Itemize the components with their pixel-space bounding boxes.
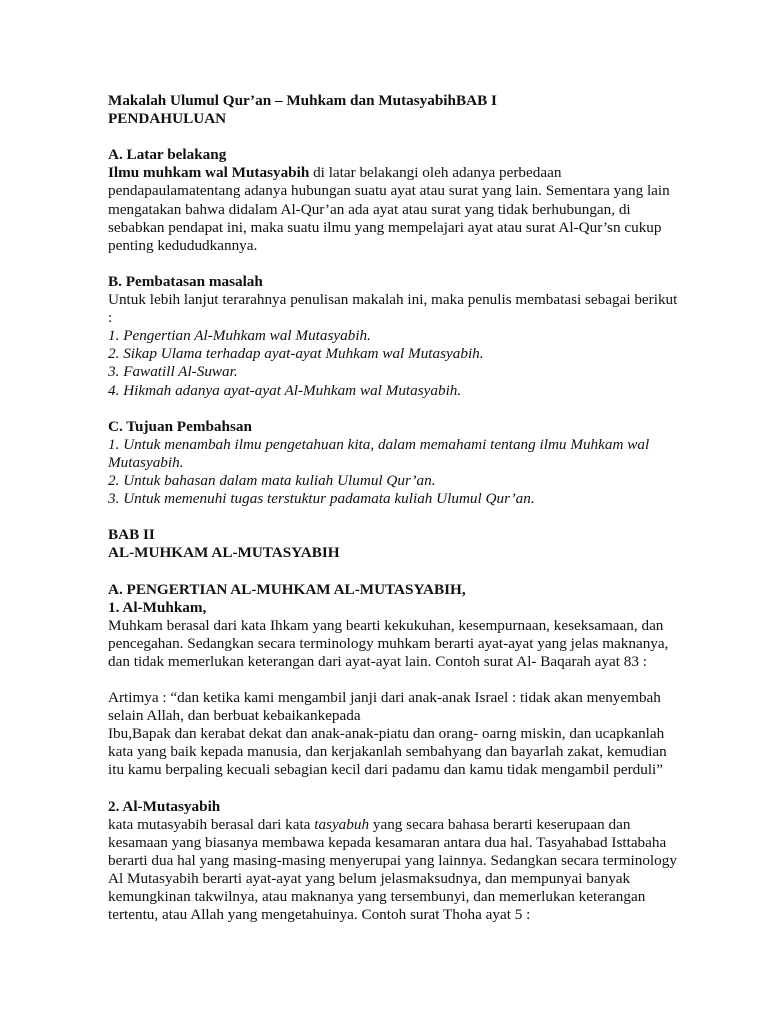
list-item: 4. Hikmah adanya ayat-ayat Al-Muhkam wal Mutasyabih. (108, 381, 462, 399)
section-heading: B. Pembatasan masalah (108, 272, 263, 290)
section-heading: A. Latar belakang (108, 146, 227, 164)
subsection-heading: 2. Al-Mutasyabih (108, 797, 221, 815)
list-item: 1. Pengertian Al-Muhkam wal Mutasyabih. (108, 327, 371, 345)
paragraph-text: yang secara bahasa berarti keserupaan dan (369, 815, 631, 833)
paragraph-line: penting kedududkannya. (108, 236, 258, 254)
paragraph-line: sebabkan pendapat ini, maka suatu ilmu yang mempelajari ayat atau surat Al-Qur’sn cukup (108, 218, 662, 236)
list-item: Mutasyabih. (108, 453, 184, 471)
paragraph-line: dan tidak memerlukan keterangan dari ayat-ayat lain. Contoh surat Al- Baqarah ayat 83 : (108, 652, 647, 670)
list-item: 2. Sikap Ulama terhadap ayat-ayat Muhkam wal Mutasyabih. (108, 345, 484, 363)
paragraph-text: di latar belakangi oleh adanya perbedaan (309, 164, 562, 182)
list-item: 2. Untuk bahasan dalam mata kuliah Ulumul Qur’an. (108, 471, 436, 489)
list-item: 1. Untuk menambah ilmu pengetahuan kita, dalam memahami tentang ilmu Muhkam wal (108, 435, 650, 453)
translation-line: Artimya : “dan ketika kami mengambil janji dari anak-anak Israel : tidak akan menyembah (108, 689, 661, 707)
bold-term: Ilmu muhkam wal Mutasyabih (108, 164, 310, 182)
paragraph-line: mengatakan bahwa didalam Al-Qur’an ada ayat atau surat yang tidak berhubungan, di (108, 200, 631, 218)
chapter-heading: BAB II (108, 526, 155, 544)
list-item: 3. Fawatill Al-Suwar. (108, 363, 238, 381)
section-heading: C. Tujuan Pembahsan (108, 417, 252, 435)
translation-line: Ibu,Bapak dan kerabat dekat dan anak-anak-piatu dan orang- oarng miskin, dan ucapkanlah (108, 725, 665, 743)
document-title: Makalah Ulumul Qur’an – Muhkam dan MutasyabihBAB I (108, 92, 497, 109)
document-body (108, 92, 688, 924)
paragraph-line: Muhkam berasal dari kata Ihkam yang bearti kekukuhan, kesempurnaan, keseksamaan, dan (108, 616, 664, 634)
paragraph-line: tertentu, atau Allah yang mengetahuinya. Contoh surat Thoha ayat 5 : (108, 906, 531, 924)
paragraph-text: kata mutasyabih berasal dari kata (108, 815, 315, 833)
paragraph-line (108, 816, 688, 834)
paragraph-line (108, 164, 688, 182)
paragraph-line: berarti dua hal yang masing-masing menyerupai yang lainnya. Sedangkan secara terminology (108, 851, 677, 869)
chapter-title: PENDAHULUAN (108, 110, 227, 128)
subsection-heading: 1. Al-Muhkam, (108, 598, 207, 616)
list-item: 3. Untuk memenuhi tugas terstuktur padamata kuliah Ulumul Qur’an. (108, 490, 535, 508)
paragraph-line: pencegahan. Sedangkan secara terminology muhkam berarti ayat-ayat yang jelas maknanya, (108, 634, 669, 652)
translation-line: itu kamu berpaling kecuali sebagian kecil dari padamu dan kamu tidak mengambil perduli” (108, 761, 664, 779)
chapter-title: AL-MUHKAM AL-MUTASYABIH (108, 544, 340, 562)
section-heading: A. PENGERTIAN AL-MUHKAM AL-MUTASYABIH, (108, 580, 466, 598)
paragraph-line: pendapaulamatentang adanya hubungan suatu ayat atau surat yang lain. Sementara yang lain (108, 182, 670, 200)
translation-line: selain Allah, dan berbuat kebaikankepada (108, 707, 361, 725)
translation-line: kata yang baik kepada manusia, dan kerjakanlah sembahyang dan bayarlah zakat, kemudian (108, 743, 667, 761)
paragraph-line: : (108, 309, 113, 327)
paragraph-line: Al Mutasyabih berarti ayat-ayat yang belum jelasmaksudnya, dan mempunyai banyak (108, 870, 631, 888)
paragraph-line: Untuk lebih lanjut terarahnya penulisan makalah ini, maka penulis membatasi sebagai berikut (108, 291, 678, 309)
paragraph-line: kesamaan yang biasanya membawa kepada kesamaran antara dua hal. Tasyahabad Isttabaha (108, 833, 667, 851)
paragraph-line: kemungkinan takwilnya, atau maknanya yang tersembunyi, dan memerlukan keterangan (108, 888, 646, 906)
italic-term: tasyabuh (314, 815, 370, 833)
